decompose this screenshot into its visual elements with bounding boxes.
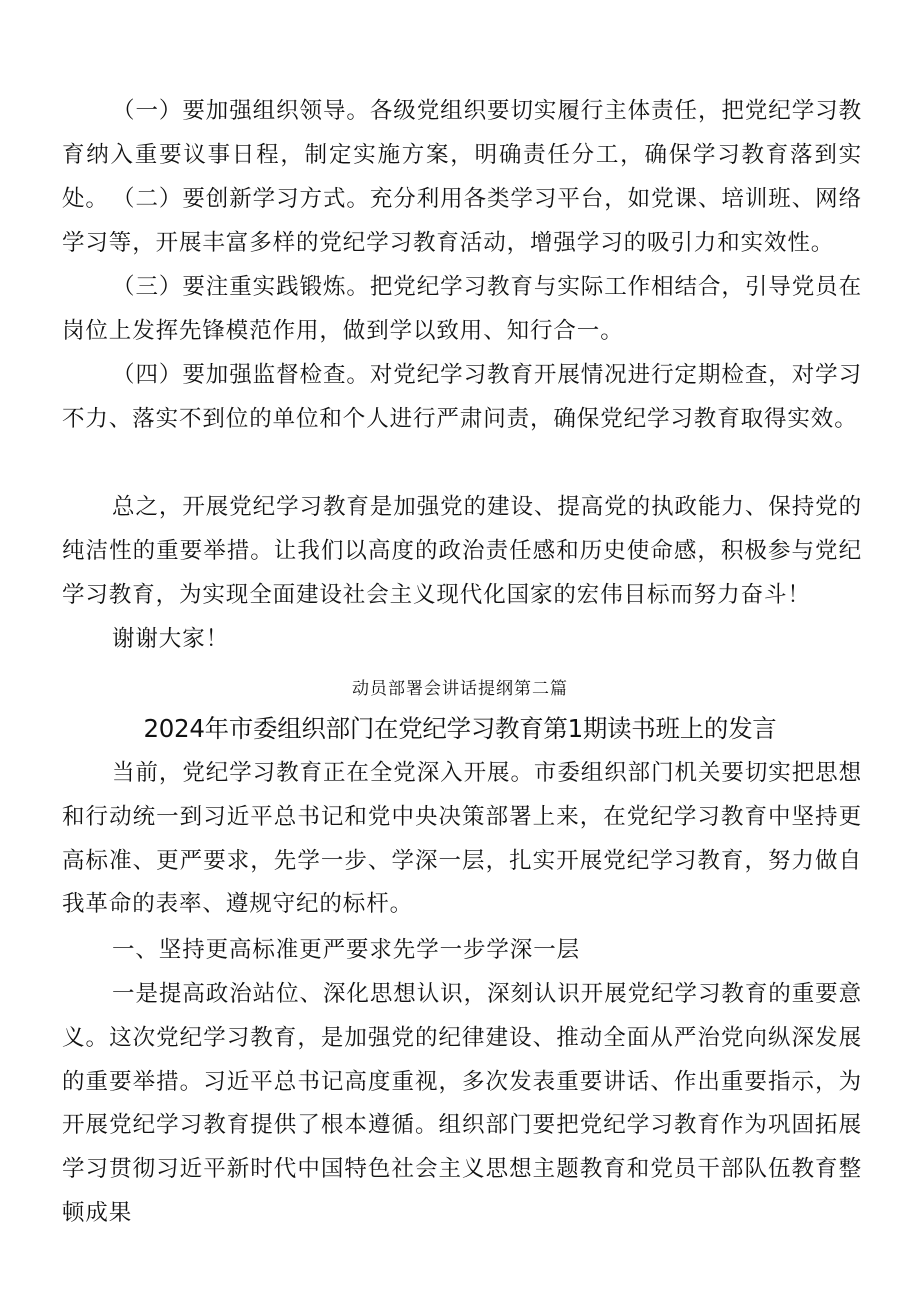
heading-point-one: 一、坚持更高标准更严要求先学一步学深一层 xyxy=(112,937,581,963)
section-title: 2024年市委组织部门在党纪学习教育第1期读书班上的发言 xyxy=(143,714,777,743)
paragraph-organize-leadership: （一）要加强组织领导。各级党组织要切实履行主体责任，把党纪学习教育纳入重要议事日程，制定实施方案，明确责任分工，确保学习教育落到实处。 xyxy=(62,98,862,212)
paragraph-supervision: （四）要加强监督检查。对党纪学习教育开展情况进行定期检查，对学习不力、落实不到位的单位和个人进行严肃问责，确保党纪学习教育取得实效。 xyxy=(62,362,862,432)
paragraph-intro: 当前，党纪学习教育正在全党深入开展。市委组织部门机关要切实把思想和行动统一到习近平总书记和党中央决策部署上来，在党纪学习教育中坚持更高标准、更严要求，先学一步、学深一层，扎实开展党纪学习教育，努力做自我革命的表率、遵规守纪的标杆。 xyxy=(62,760,862,918)
paragraph-thanks: 谢谢大家！ xyxy=(112,626,230,652)
paragraph-innovate-learning: （二）要创新学习方式。充分利用各类学习平台，如党课、培训班、网络学习等，开展丰富多样的党纪学习教育活动，增强学习的吸引力和实效性。 xyxy=(62,186,862,256)
section-subtitle: 动员部署会讲话提纲第二篇 xyxy=(352,679,568,699)
paragraph-conclusion: 总之，开展党纪学习教育是加强党的建设、提高党的执政能力、保持党的纯洁性的重要举措。让我们以高度的政治责任感和历史使命感，积极参与党纪学习教育，为实现全面建设社会主义现代化国家的宏伟目标而努力奋斗！ xyxy=(62,494,862,608)
paragraph-practice: （三）要注重实践锻炼。把党纪学习教育与实际工作相结合，引导党员在岗位上发挥先锋模范作用，做到学以致用、知行合一。 xyxy=(62,274,862,344)
paragraph-point-one-detail: 一是提高政治站位、深化思想认识，深刻认识开展党纪学习教育的重要意义。这次党纪学习教育，是加强党的纪律建设、推动全面从严治党向纵深发展的重要举措。习近平总书记高度重视，多次发表重要讲话、作出重要指示，为开展党纪学习教育提供了根本遵循。组织部门要把党纪学习教育作为巩固拓展学习贯彻习近平新时代中国特色社会主义思想主题教育和党员干部队伍教育整顿成果 xyxy=(62,981,862,1226)
